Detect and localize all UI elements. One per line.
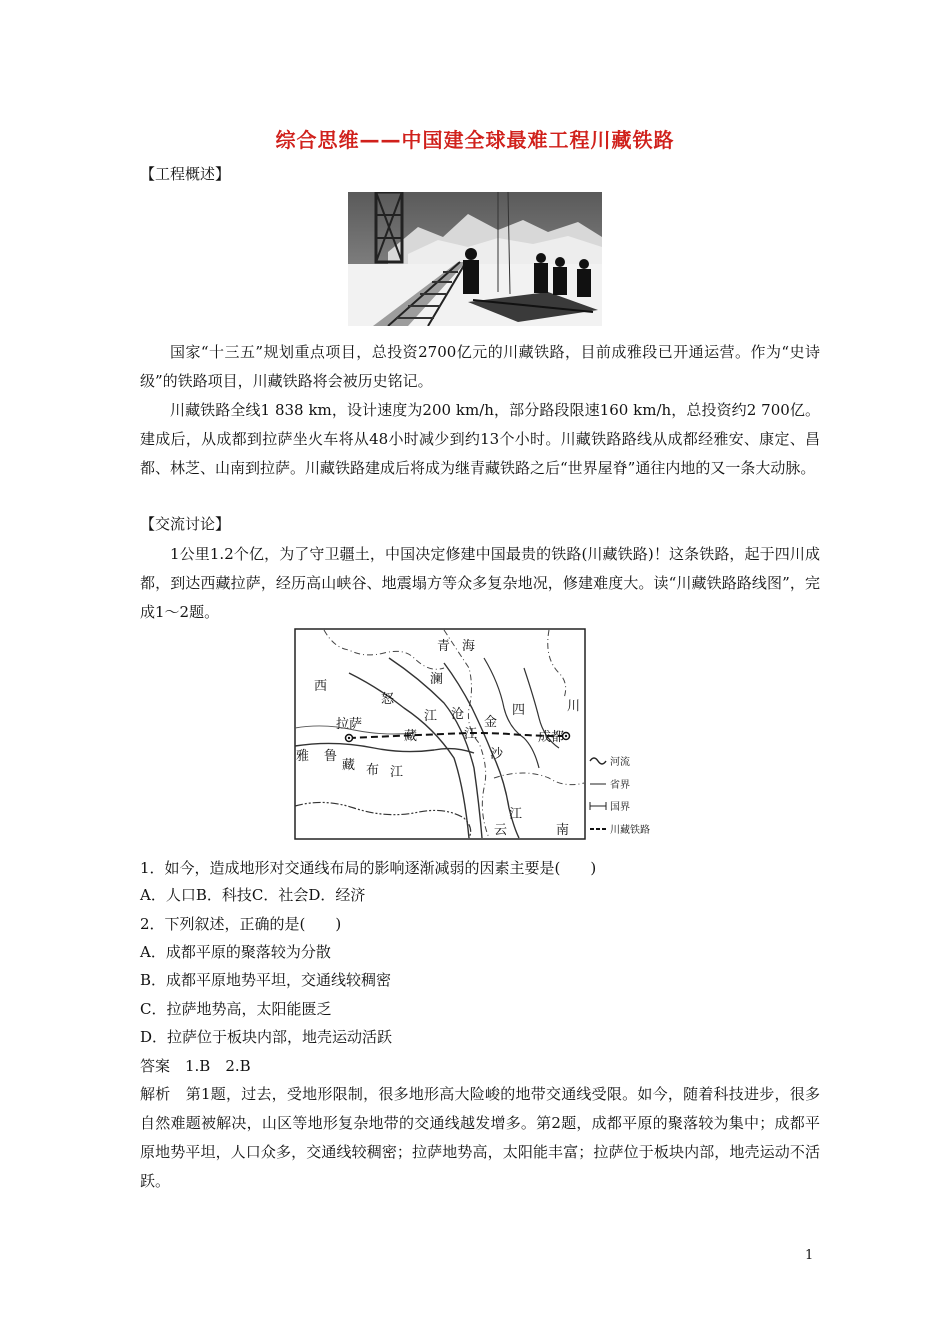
analysis-paragraph: 解析 第1题，过去，受地形限制，很多地形高大险峻的地带交通线受限。如今，随着科技进步，很多自然难题被解决，山区等地形复杂地带的交通线越发增多。第2题，成都平原的聚落较为集中；成都平原地势平坦，人口众多，交通线较稠密；拉萨地势高，太阳能丰富；拉萨位于板块内部，地壳运动不活跃。 bbox=[140, 1085, 820, 1190]
map-label: 雅 bbox=[296, 749, 310, 764]
map-label: 沙 bbox=[490, 747, 504, 762]
map-label: 江 bbox=[464, 727, 478, 742]
legend-label-railway: 川藏铁路 bbox=[610, 825, 650, 836]
question-2-stem: 2．下列叙述，正确的是( ) bbox=[140, 915, 342, 933]
question-2-option-c: C．拉萨地势高，太阳能匮乏 bbox=[140, 1000, 332, 1018]
map-label: 金 bbox=[484, 715, 498, 730]
railway-construction-photo bbox=[348, 192, 602, 326]
section-heading-discussion: 【交流讨论】 bbox=[140, 515, 231, 533]
page-number: 1 bbox=[805, 1248, 814, 1263]
map-label: 澜 bbox=[430, 672, 444, 687]
map-label: 川 bbox=[567, 699, 581, 714]
map-label: 江 bbox=[509, 807, 523, 822]
map-label-lhasa: 拉萨 bbox=[336, 717, 363, 732]
legend-river-symbol bbox=[590, 758, 606, 764]
question-1-stem: 1．如今，造成地形对交通线布局的影响逐渐减弱的因素主要是( ) bbox=[140, 859, 597, 877]
map-label: 藏 bbox=[342, 758, 356, 773]
overview-paragraph-2: 川藏铁路全线1 838 km，设计速度为200 km/h，部分路段限速160 km/h，总投资约2 700亿。建成后，从成都到拉萨坐火车将从48小时减少到约13个小时。川藏铁路路线从成都经雅安、康定、昌都、林芝、山南到拉萨。川藏铁路建成后将成为继青藏铁路之后“世界屋脊”通往内地的又一条大动脉。 bbox=[140, 401, 820, 477]
map-label: 藏 bbox=[404, 729, 418, 744]
map-label: 沧 bbox=[451, 707, 465, 722]
page-title: 综合思维——中国建全球最难工程川藏铁路 bbox=[275, 128, 675, 152]
discussion-intro: 1公里1.2个亿，为了守卫疆土，中国决定修建中国最贵的铁路(川藏铁路)！这条铁路，起于四川成都，到达西藏拉萨，经历高山峡谷、地震塌方等众多复杂地况，修建难度大。读“川藏铁路路线图”，完成1～2题。 bbox=[140, 545, 820, 621]
question-1-options: A．人口B．科技C．社会D．经济 bbox=[140, 886, 366, 904]
legend-label-border: 国界 bbox=[610, 802, 630, 813]
legend-label-province: 省界 bbox=[610, 780, 630, 791]
map-label: 布 bbox=[366, 763, 380, 778]
map-label-chengdu: 成都 bbox=[538, 730, 565, 745]
question-2-option-b: B．成都平原地势平坦，交通线较稠密 bbox=[140, 971, 392, 989]
section-heading-overview: 【工程概述】 bbox=[140, 165, 231, 183]
overview-paragraph-1: 国家“十三五”规划重点项目，总投资2700亿元的川藏铁路，目前成雅段已开通运营。作为“史诗级”的铁路项目，川藏铁路将会被历史铭记。 bbox=[140, 343, 820, 390]
question-2-option-a: A．成都平原的聚落较为分散 bbox=[140, 943, 331, 961]
map-label: 江 bbox=[390, 765, 404, 780]
answer-line: 答案 1.B 2.B bbox=[140, 1057, 251, 1075]
map-label: 西 bbox=[314, 679, 328, 694]
map-legend bbox=[590, 755, 650, 836]
map-label: 海 bbox=[462, 639, 476, 654]
sichuan-tibet-railway-map bbox=[294, 628, 662, 840]
map-label: 鲁 bbox=[324, 749, 338, 764]
map-label: 江 bbox=[424, 709, 438, 724]
map-label: 怒 bbox=[381, 692, 395, 707]
question-2-option-d: D．拉萨位于板块内部，地壳运动活跃 bbox=[140, 1028, 393, 1046]
map-label: 南 bbox=[556, 823, 570, 838]
map-label: 云 bbox=[494, 823, 508, 838]
map-label: 青 bbox=[437, 639, 451, 654]
map-label: 四 bbox=[512, 703, 526, 718]
legend-label-river: 河流 bbox=[610, 757, 630, 768]
